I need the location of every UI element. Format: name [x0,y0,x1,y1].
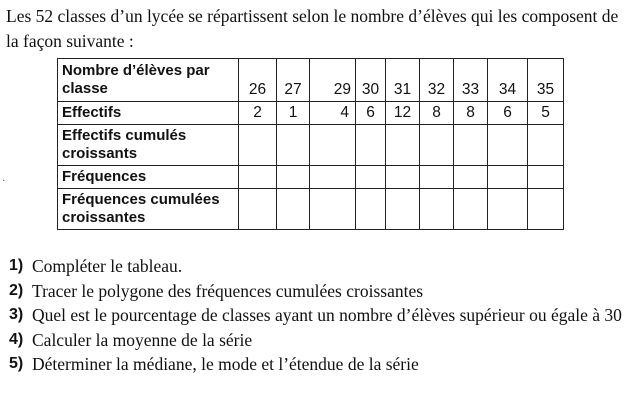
table-row-effectifs [58,102,564,125]
table-row-freq-cumulees [58,189,564,230]
freq-cumulees-label: Fréquences cumulées croissantes [58,189,239,230]
intro-text: Les 52 classes d’un lycée se répartissent selon le nombre d’élèves qui les composent de la façon suivante : [6,6,619,51]
value-cell: 26 [239,59,277,102]
empty-cell [454,189,488,230]
question-text: Quel est le pourcentage de classes ayant un nombre d’élèves supérieur ou égale à 30 [32,305,622,325]
question-text: Calculer la moyenne de la série [32,329,253,350]
empty-cell [420,125,454,166]
value-cell: 35 [528,59,564,102]
effectif-cell: 6 [356,102,386,125]
empty-cell [420,166,454,189]
question-number: 2) [9,281,24,299]
value-cell: 34 [488,59,528,102]
table-row-frequences [58,166,564,189]
effectif-cell: 5 [528,102,564,125]
empty-cell [310,166,356,189]
question-number: 1) [9,257,24,274]
empty-cell [488,189,528,230]
value-cell: 29 [310,59,356,102]
value-cell: 32 [420,59,454,102]
question-item [6,254,631,279]
question-number: 3) [9,306,24,323]
table-row-header [58,59,564,102]
empty-cell [239,166,277,189]
empty-cell [454,125,488,166]
empty-cell [488,125,528,166]
empty-cell [454,166,488,189]
effectif-cell: 2 [239,102,277,125]
empty-cell [277,189,310,230]
empty-cell [310,189,356,230]
question-item [6,303,631,328]
effectif-cell: 4 [310,102,356,125]
question-number: 4) [9,330,24,348]
effectif-cell: 1 [277,102,310,125]
question-item [6,279,631,304]
question-number: 5) [9,355,24,372]
value-cell: 27 [277,59,310,102]
empty-cell [356,166,386,189]
question-text: Compléter le tableau. [32,256,183,276]
empty-cell [528,125,564,166]
empty-cell [420,189,454,230]
value-cell: 33 [454,59,488,102]
empty-cell [356,125,386,166]
margin-mark: · [2,176,6,187]
frequences-label: Fréquences [58,166,239,189]
empty-cell [277,125,310,166]
empty-cell [356,189,386,230]
statistics-table [57,58,564,230]
question-text: Déterminer la médiane, le mode et l’étendue de la série [32,354,419,374]
empty-cell [277,166,310,189]
value-cell: 31 [386,59,420,102]
empty-cell [239,189,277,230]
question-list [6,254,631,377]
question-item [6,328,631,353]
empty-cell [310,125,356,166]
empty-cell [488,166,528,189]
effectif-cell: 8 [454,102,488,125]
header-label: Nombre d’élèves par classe [58,59,239,102]
empty-cell [528,189,564,230]
empty-cell [239,125,277,166]
effectif-cell: 6 [488,102,528,125]
empty-cell [386,125,420,166]
empty-cell [386,189,420,230]
empty-cell [386,166,420,189]
effectif-cell: 8 [420,102,454,125]
table-row-cumules [58,125,564,166]
effectifs-label: Effectifs [58,102,239,125]
question-text: Tracer le polygone des fréquences cumulées croissantes [32,280,424,301]
empty-cell [528,166,564,189]
value-cell: 30 [356,59,386,102]
cumules-label: Effectifs cumulés croissants [58,125,239,166]
effectif-cell: 12 [386,102,420,125]
question-item [6,352,631,377]
